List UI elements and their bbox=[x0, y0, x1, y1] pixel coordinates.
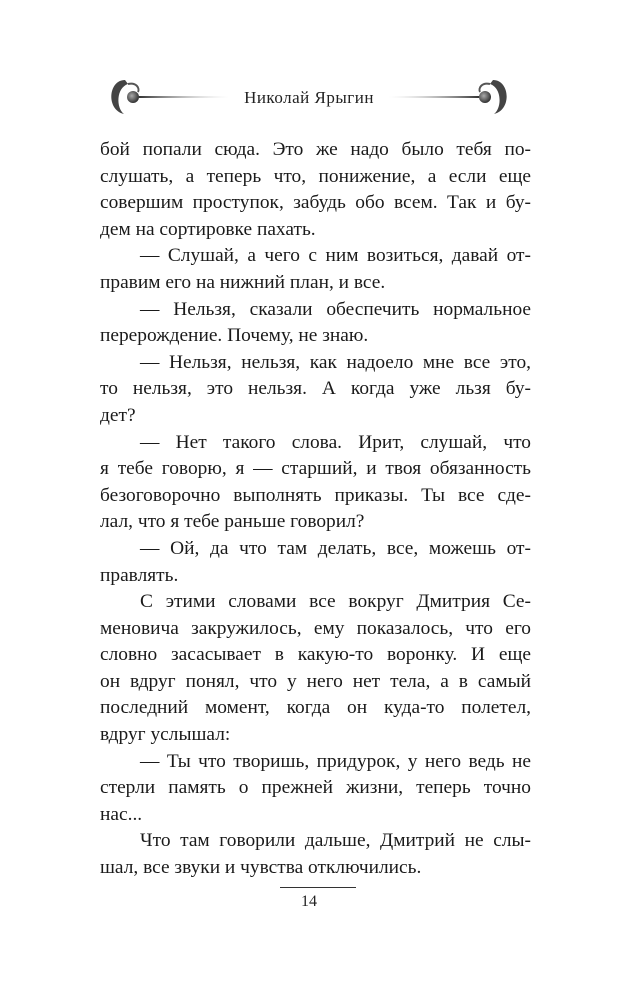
running-header bbox=[0, 70, 618, 130]
text-line: меновича закружилось, ему показалось, что его bbox=[100, 617, 531, 639]
text-line: безоговорочно выполнять приказы. Ты все сде- bbox=[100, 484, 531, 506]
footer-rule bbox=[280, 887, 356, 888]
text-line: правлять. bbox=[100, 564, 179, 586]
text-line: лал, что я тебе раньше говорил? bbox=[100, 511, 365, 533]
text-line: — Нельзя, сказали обеспечить нормальное bbox=[140, 298, 531, 320]
text-line: — Нет такого слова. Ирит, слушай, что bbox=[140, 431, 531, 453]
text-line: правим его на нижний план, и все. bbox=[100, 271, 386, 293]
text-line: Что там говорили дальше, Дмитрий не слы- bbox=[140, 830, 531, 852]
text-line: слушать, а теперь что, понижение, а если еще bbox=[100, 165, 531, 187]
text-line: словно засасывает в какую-то воронку. И еще bbox=[100, 644, 531, 666]
text-line: нас... bbox=[100, 803, 143, 825]
text-line: я тебе говорю, я — старший, и твоя обязанность bbox=[100, 458, 531, 480]
text-line: бой попали сюда. Это же надо было тебя по- bbox=[100, 139, 531, 160]
text-line: он вдруг понял, что у него нет тела, а в самый bbox=[100, 670, 531, 692]
page-number: 14 bbox=[301, 893, 317, 910]
text-line: — Нельзя, нельзя, как надоело мне все это, bbox=[140, 351, 531, 373]
text-line: дем на сортировке пахать. bbox=[100, 218, 316, 240]
text-line: дет? bbox=[100, 404, 136, 426]
text-line: перерождение. Почему, не знаю. bbox=[100, 325, 369, 347]
text-line: вдруг услышал: bbox=[100, 724, 231, 746]
body-text bbox=[100, 137, 531, 882]
text-line: шал, все звуки и чувства отключились. bbox=[100, 857, 422, 879]
text-line: — Ты что творишь, придурок, у него ведь не bbox=[140, 750, 531, 772]
text-line: совершим проступок, забудь обо всем. Так и бу- bbox=[100, 192, 531, 214]
text-line: последний момент, когда он куда-то полетел, bbox=[100, 697, 531, 719]
text-line: С этими словами все вокруг Дмитрия Се- bbox=[140, 591, 531, 613]
text-line: стерли память о прежней жизни, теперь точно bbox=[100, 777, 531, 799]
text-line: — Слушай, а чего с ним возиться, давай от- bbox=[140, 245, 531, 267]
running-title: Николай Ярыгин bbox=[244, 88, 374, 107]
text-line: — Ой, да что там делать, все, можешь от- bbox=[140, 537, 531, 559]
text-line: то нельзя, это нельзя. А когда уже льзя бу- bbox=[100, 378, 531, 400]
